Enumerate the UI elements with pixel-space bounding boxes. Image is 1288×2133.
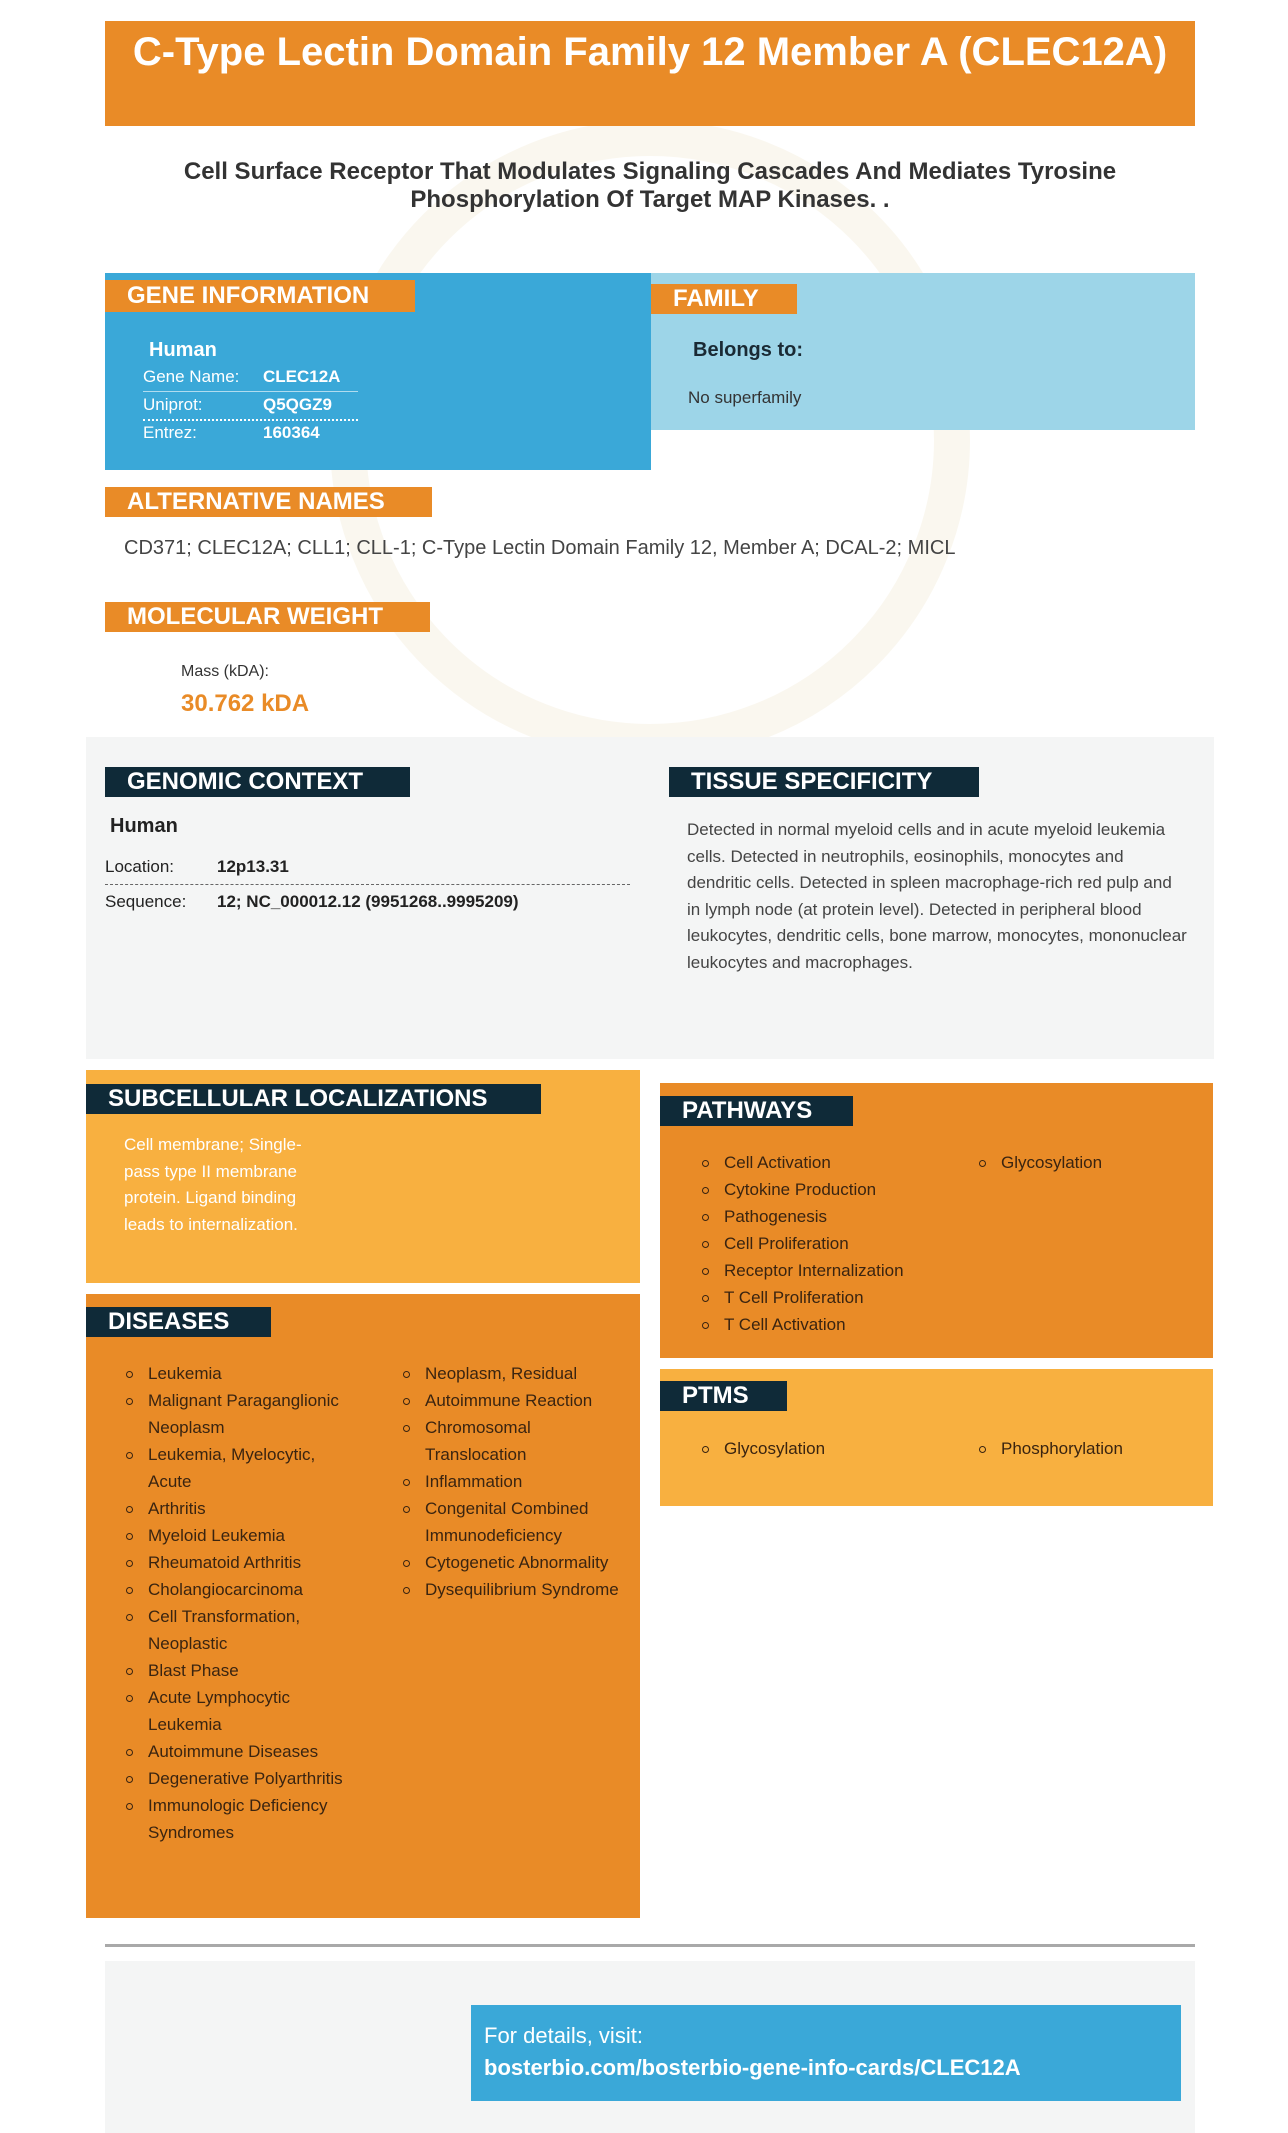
footer-divider	[105, 1944, 1195, 1947]
list-item: Receptor Internalization	[700, 1257, 960, 1284]
list-item: Autoimmune Reaction	[401, 1387, 631, 1414]
list-item: Myeloid Leukemia	[124, 1522, 359, 1549]
gene-information-heading: GENE INFORMATION	[105, 280, 415, 312]
pathways-panel	[660, 1083, 1213, 1358]
list-item: Cytogenetic Abnormality	[401, 1549, 631, 1576]
page-title: C-Type Lectin Domain Family 12 Member A (CLEC12A)	[105, 21, 1195, 126]
list-item: Pathogenesis	[700, 1203, 960, 1230]
sequence-label: Sequence:	[105, 892, 187, 911]
subcellular-panel	[86, 1070, 640, 1283]
list-item: Glycosylation	[977, 1149, 1197, 1176]
mass-value: 30.762 kDA	[181, 690, 310, 717]
pathways-list-col1	[700, 1149, 960, 1338]
gene-species: Human	[149, 339, 217, 361]
diseases-list-col1	[124, 1360, 359, 1846]
list-item: Glycosylation	[700, 1435, 960, 1462]
gene-name-label: Gene Name:	[143, 367, 240, 386]
list-item: Cell Transformation, Neoplastic	[124, 1603, 359, 1657]
uniprot-label: Uniprot:	[143, 395, 203, 414]
molecular-weight-heading: MOLECULAR WEIGHT	[105, 602, 430, 632]
list-item: Cell Activation	[700, 1149, 960, 1176]
list-item: Leukemia, Myelocytic, Acute	[124, 1441, 359, 1495]
family-heading: FAMILY	[651, 284, 797, 314]
details-label: For details, visit:	[484, 2023, 643, 2048]
family-panel	[651, 273, 1195, 430]
list-item: Immunologic Deficiency Syndromes	[124, 1792, 359, 1846]
list-item: T Cell Proliferation	[700, 1284, 960, 1311]
details-link[interactable]: bosterbio.com/bosterbio-gene-info-cards/CLEC12A	[484, 2055, 1021, 2080]
list-item: Dysequilibrium Syndrome	[401, 1576, 631, 1603]
alternative-names-text: CD371; CLEC12A; CLL1; CLL-1; C-Type Lectin Domain Family 12, Member A; DCAL-2; MICL	[124, 537, 956, 559]
gene-row-entrez	[143, 419, 358, 447]
alternative-names-heading: ALTERNATIVE NAMES	[105, 487, 432, 517]
gene-row-uniprot	[143, 391, 358, 421]
gene-name-value: CLEC12A	[263, 367, 341, 386]
diseases-list-col2	[401, 1360, 631, 1603]
genomic-context-heading: GENOMIC CONTEXT	[105, 767, 410, 797]
list-item: Rheumatoid Arthritis	[124, 1549, 359, 1576]
list-item: Cell Proliferation	[700, 1230, 960, 1257]
diseases-heading: DISEASES	[86, 1307, 271, 1337]
uniprot-value[interactable]: Q5QGZ9	[263, 395, 332, 414]
list-item: Phosphorylation	[977, 1435, 1197, 1462]
genomic-species: Human	[110, 815, 178, 837]
gene-row-name	[143, 363, 358, 392]
details-link-box[interactable]	[471, 2005, 1181, 2101]
list-item: T Cell Activation	[700, 1311, 960, 1338]
subcellular-text: Cell membrane; Single-pass type II membrane protein. Ligand binding leads to internalization.	[124, 1135, 302, 1234]
list-item: Malignant Paraganglionic Neoplasm	[124, 1387, 359, 1441]
pathways-heading: PATHWAYS	[660, 1096, 853, 1126]
list-item: Cholangiocarcinoma	[124, 1576, 359, 1603]
family-value: No superfamily	[688, 388, 802, 407]
list-item: Cytokine Production	[700, 1176, 960, 1203]
ptms-list-col1	[700, 1435, 960, 1462]
gene-information-panel	[105, 273, 651, 470]
mass-label: Mass (kDA):	[181, 663, 269, 680]
sequence-value: 12; NC_000012.12 (9951268..9995209)	[217, 892, 519, 911]
location-value: 12p13.31	[217, 857, 289, 876]
list-item: Leukemia	[124, 1360, 359, 1387]
page-subtitle: Cell Surface Receptor That Modulates Signaling Cascades And Mediates Tyrosine Phosphorylation Of Target MAP Kinases. .	[183, 158, 1117, 213]
genomic-row-location	[105, 850, 630, 885]
list-item: Arthritis	[124, 1495, 359, 1522]
subcellular-heading: SUBCELLULAR LOCALIZATIONS	[86, 1084, 541, 1114]
entrez-label: Entrez:	[143, 423, 197, 442]
family-belongs-label: Belongs to:	[693, 339, 803, 361]
diseases-panel	[86, 1294, 640, 1918]
pathways-list-col2	[977, 1149, 1197, 1176]
ptms-panel	[660, 1369, 1213, 1506]
list-item: Degenerative Polyarthritis	[124, 1765, 359, 1792]
entrez-value[interactable]: 160364	[263, 423, 320, 442]
list-item: Congenital Combined Immunodeficiency	[401, 1495, 631, 1549]
ptms-heading: PTMS	[660, 1381, 787, 1411]
tissue-specificity-heading: TISSUE SPECIFICITY	[669, 767, 979, 797]
ptms-list-col2	[977, 1435, 1197, 1462]
list-item: Neoplasm, Residual	[401, 1360, 631, 1387]
genomic-row-sequence	[105, 885, 630, 919]
list-item: Autoimmune Diseases	[124, 1738, 359, 1765]
list-item: Chromosomal Translocation	[401, 1414, 631, 1468]
list-item: Blast Phase	[124, 1657, 359, 1684]
tissue-specificity-text: Detected in normal myeloid cells and in acute myeloid leukemia cells. Detected in neutrophils, eosinophils, monocytes and dendritic cells. Detected in spleen macrophage-rich red pulp and in lymph node (at protein level). Detected in peripheral blood leukocytes, dendritic cells, bone marrow, monocytes, mononuclear leukocytes and macrophages.	[687, 820, 1187, 972]
list-item: Acute Lymphocytic Leukemia	[124, 1684, 359, 1738]
list-item: Inflammation	[401, 1468, 631, 1495]
location-label: Location:	[105, 857, 174, 876]
